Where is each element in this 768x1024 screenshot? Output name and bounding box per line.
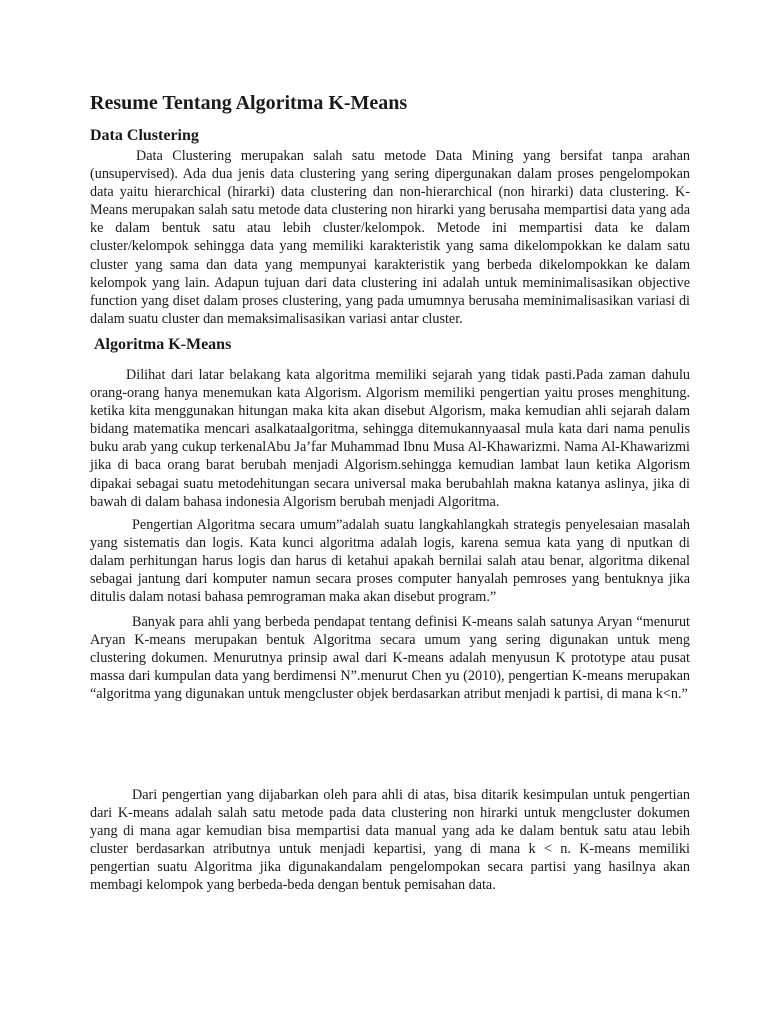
section-heading-algoritma-k-means: Algoritma K-Means — [94, 336, 232, 353]
paragraph-kesimpulan: Dari pengertian yang dijabarkan oleh para ahli di atas, bisa ditarik kesimpulan untuk pengertian dari K-means adalah salah satu metode pada data clustering non hirarki untuk mengcluster dokumen yang di mana agar kemudian bisa mempartisi data manual yang ada ke dalam bentuk satu atau lebih cluster berdasarkan atributnya untuk menjadi kepartisi, yang di mana k < n. K-means memiliki pengertian suatu Algoritma jika digunakandalam pengelompokan secara partisi yang hasilnya akan membagi kelompok yang berbeda-beda dengan bentuk pemisahan data. — [90, 787, 690, 894]
document-title: Resume Tentang Algoritma K-Means — [90, 92, 408, 114]
paragraph-data-clustering: Data Clustering merupakan salah satu metode Data Mining yang bersifat tanpa arahan (unsupervised). Ada dua jenis data clustering yang sering dipergunakan dalam proses pengelompokan data yaitu hierarchical (hirarki) data clustering dan non-hierarchical (non hirarki) data clustering. K-Means merupakan salah satu metode data clustering non hirarki yang berusaha mempartisi data yang ada ke dalam bentuk satu atau lebih cluster/kelompok. Metode ini mempartisi data ke dalam cluster/kelompok sehingga data yang memiliki karakteristik yang sama dikelompokkan ke dalam satu cluster yang sama dan data yang mempunyai karakteristik yang berbeda dikelompokkan ke dalam kelompok yang lain. Adapun tujuan dari data clustering ini adalah untuk meminimalisasikan objective function yang diset dalam proses clustering, yang pada umumnya berusaha meminimalisasikan variasi di dalam suatu cluster dan memaksimalisasikan variasi antar cluster. — [90, 148, 690, 327]
paragraph-pengertian-algoritma: Pengertian Algoritma secara umum”adalah suatu langkahlangkah strategis penyelesaian masalah yang sistematis dan logis. Kata kunci algoritma adalah logis, karena semua kata yang di nputkan di dalam perhitungan harus logis dan harus di ketahui apakah bernilai salah atau benar, algoritma dikenal sebagai jantung dari komputer namun secara proses computer hanyalah pemroses yang bentuknya jika ditulis dalam notasi bahasa pemrograman maka akan disebut program.” — [90, 517, 690, 606]
section-heading-data-clustering: Data Clustering — [90, 127, 199, 144]
paragraph-sejarah-algoritma: Dilihat dari latar belakang kata algoritma memiliki sejarah yang tidak pasti.Pada zaman dahulu orang-orang hanya menemukan kata Algorism. Algorism memiliki pengertian yaitu proses menghitung. ketika kita menggunakan hitungan maka kita akan disebut Algorism, maka kemudian ahli sejarah dalam bidang matematika mencari asalkataalgoritma, sehingga ditemukannyaasal mula kata dari nama penulis buku arab yang cukup terkenalAbu Ja’far Muhammad Ibnu Musa Al-Khawarizmi. Nama Al-Khawarizmi jika di baca orang barat berubah menjadi Algorism.sehingga kemudian lambat laun ketika Algorism dipakai sebagai suatu metodehitungan secara universal maka berubahlah makna katanya aslinya, jika di bawah di dalam bahasa indonesia Algorism berubah menjadi Algoritma. — [90, 367, 690, 510]
paragraph-definisi-k-means: Banyak para ahli yang berbeda pendapat tentang definisi K-means salah satunya Aryan “menurut Aryan K-means merupakan bentuk Algoritma secara umum yang sering digunakan untuk meng clustering dokumen. Menurutnya prinsip awal dari K-means adalah menyusun K prototype atau pusat massa dari kumpulan data yang berdimensi N”.menurut Chen yu (2010), pengertian K-means merupakan “algoritma yang digunakan untuk mengcluster objek berdasarkan atribut menjadi k partisi, di mana k<n.” — [90, 614, 690, 703]
